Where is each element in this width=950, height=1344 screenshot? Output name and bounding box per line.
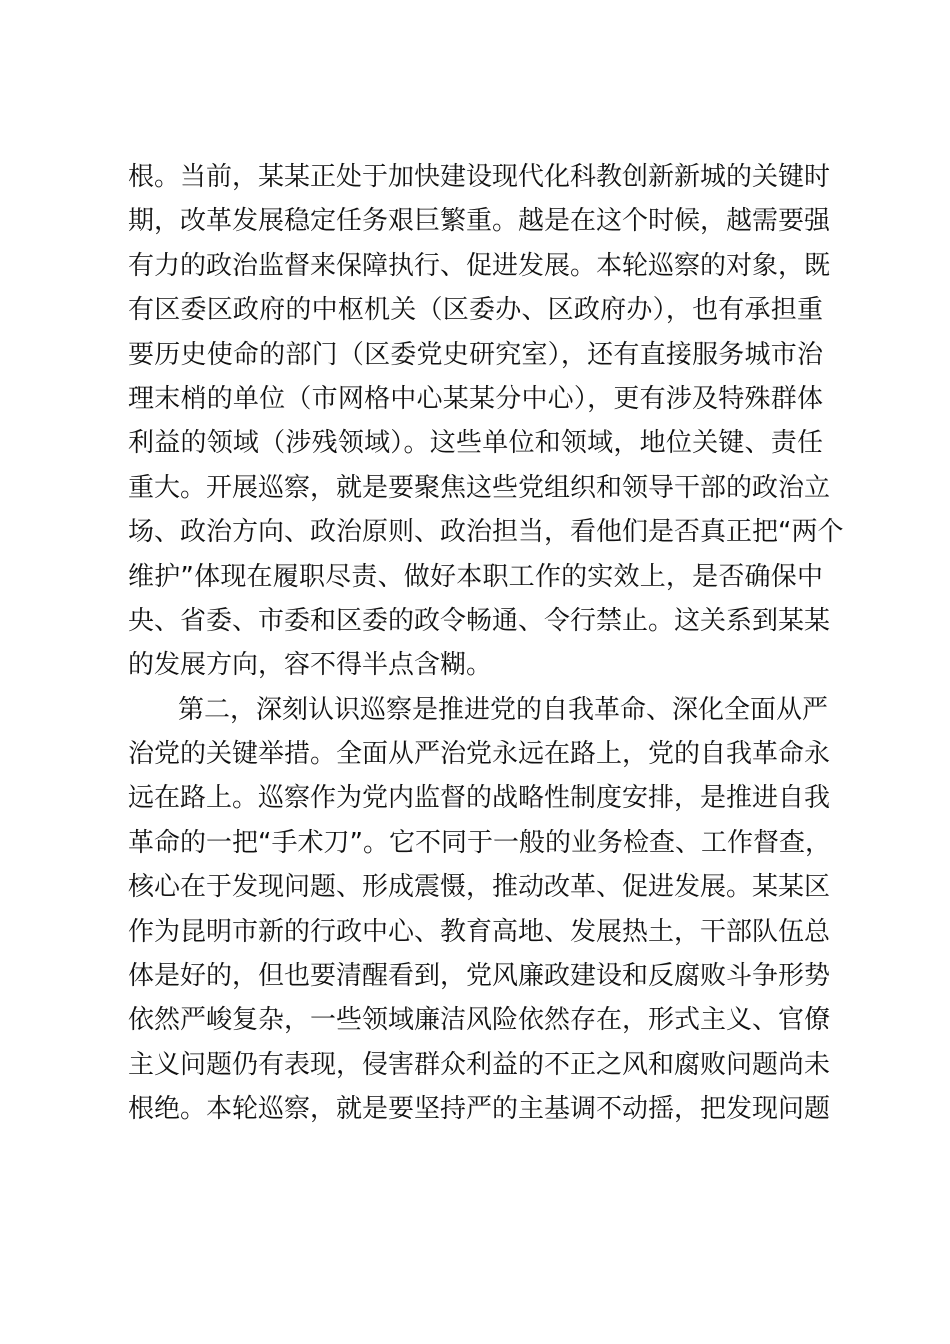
text-line: 有区委区政府的中枢机关（区委办、区政府办），也有承担重 bbox=[128, 295, 823, 326]
text-line: 维护”体现在履职尽责、做好本职工作的实效上，是否确保中 bbox=[128, 561, 823, 592]
text-line: 理末梢的单位（市网格中心某某分中心），更有涉及特殊群体 bbox=[128, 383, 823, 414]
text-line: 主义问题仍有表现，侵害群众利益的不正之风和腐败问题尚未 bbox=[128, 1049, 831, 1080]
text-line: 根。当前，某某正处于加快建设现代化科教创新新城的关键时 bbox=[128, 162, 831, 192]
body-text bbox=[128, 155, 844, 1132]
text-line: 体是好的，但也要清醒看到，党风廉政建设和反腐败斗争形势 bbox=[128, 961, 831, 992]
text-line: 期，改革发展稳定任务艰巨繁重。越是在这个时候，越需要强 bbox=[128, 206, 831, 237]
text-line: 有力的政治监督来保障执行、促进发展。本轮巡察的对象，既 bbox=[128, 250, 831, 281]
text-line: 核心在于发现问题、形成震慑，推动改革、促进发展。某某区 bbox=[128, 872, 831, 903]
text-line: 革命的一把“手术刀”。它不同于一般的业务检查、工作督查， bbox=[128, 827, 831, 858]
text-line: 治党的关键举措。全面从严治党永远在路上，党的自我革命永 bbox=[128, 739, 831, 770]
text-line: 央、省委、市委和区委的政令畅通、令行禁止。这关系到某某 bbox=[128, 605, 831, 636]
paragraph-start-line: 第二，深刻认识巡察是推进党的自我革命、深化全面从严 bbox=[178, 694, 829, 725]
text-line: 的发展方向，容不得半点含糊。 bbox=[128, 650, 493, 681]
text-line: 作为昆明市新的行政中心、教育高地、发展热土，干部队伍总 bbox=[128, 916, 831, 947]
text-line: 要历史使命的部门（区委党史研究室），还有直接服务城市治 bbox=[128, 339, 823, 370]
text-line: 重大。开展巡察，就是要聚焦这些党组织和领导干部的政治立 bbox=[128, 472, 831, 503]
text-line: 根绝。本轮巡察，就是要坚持严的主基调不动摇，把发现问题 bbox=[128, 1094, 831, 1125]
text-line: 利益的领域（涉残领域）。这些单位和领域，地位关键、责任 bbox=[128, 428, 823, 459]
text-line: 场、政治方向、政治原则、政治担当，看他们是否真正把“两个 bbox=[128, 517, 844, 548]
text-line: 远在路上。巡察作为党内监督的战略性制度安排，是推进自我 bbox=[128, 783, 831, 814]
text-line: 依然严峻复杂，一些领域廉洁风险依然存在，形式主义、官僚 bbox=[128, 1005, 831, 1036]
